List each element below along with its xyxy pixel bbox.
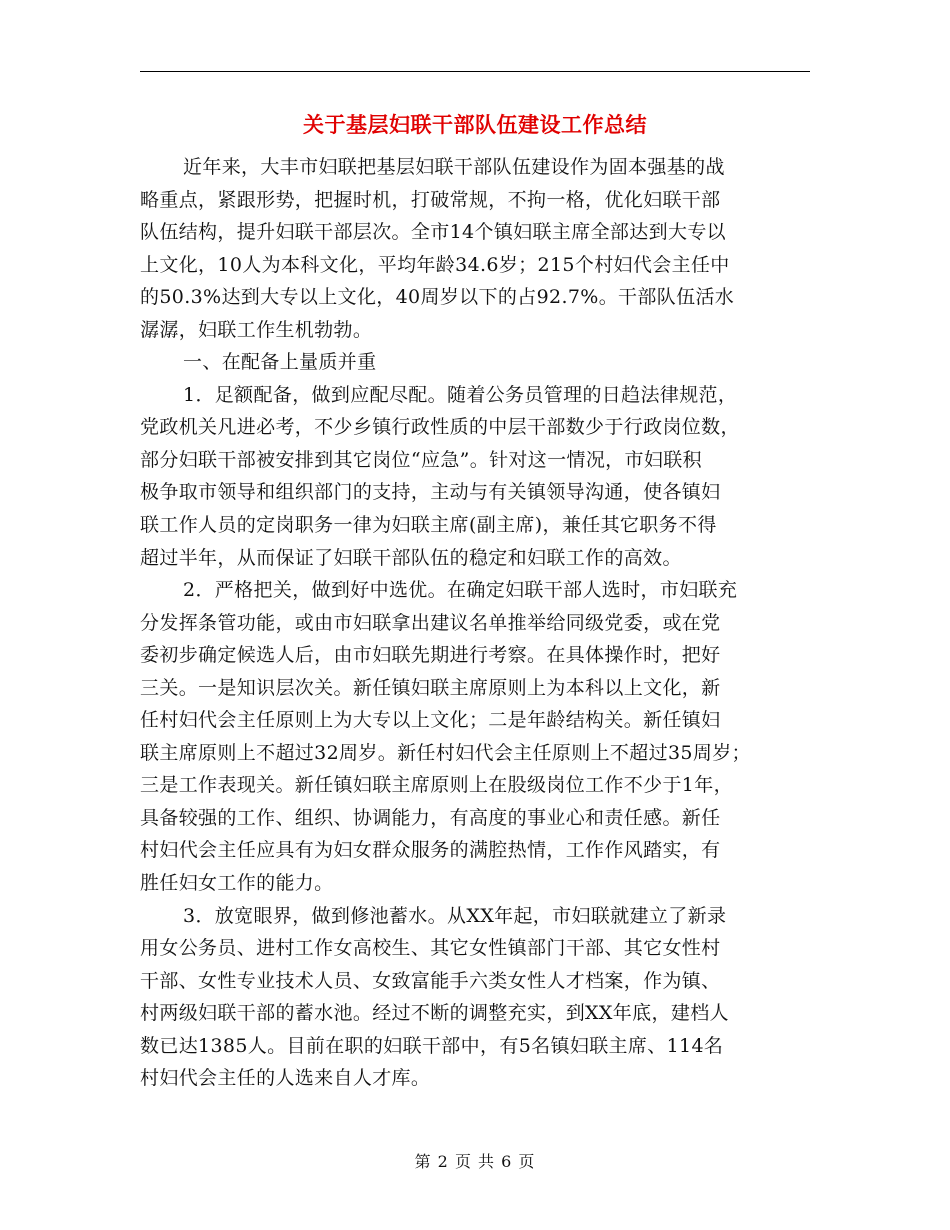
body-line: 联工作人员的定岗职务一律为妇联主席(副主席)，兼任其它职务不得 [140, 514, 717, 537]
body-line: 用女公务员、进村工作女高校生、其它女性镇部门干部、其它女性村 [140, 937, 721, 960]
body-line: 党政机关凡进必考，不少乡镇行政性质的中层干部数少于行政岗位数， [140, 416, 740, 439]
body-line: 任村妇代会主任原则上为大专以上文化；二是年龄结构关。新任镇妇 [140, 709, 721, 732]
body-line: 3．放宽眼界，做到修池蓄水。从XX年起，市妇联就建立了新录 [183, 904, 727, 927]
body-line: 上文化，10人为本科文化，平均年龄34.6岁；215个村妇代会主任中 [140, 253, 730, 276]
body-line: 胜任妇女工作的能力。 [140, 872, 334, 895]
body-line: 2．严格把关，做到好中选优。在确定妇联干部人选时，市妇联充 [183, 579, 738, 602]
body-line: 具备较强的工作、组织、协调能力，有高度的事业心和责任感。新任 [140, 806, 721, 829]
body-line: 近年来，大丰市妇联把基层妇联干部队伍建设作为固本强基的战 [183, 156, 725, 178]
body-line: 干部、女性专业技术人员、女致富能手六类女性人才档案，作为镇、 [140, 969, 721, 992]
page-number: 第 2 页 共 6 页 [414, 1152, 536, 1171]
header-rule [140, 71, 810, 72]
body-line: 村妇代会主任应具有为妇女群众服务的满腔热情，工作作风踏实，有 [140, 839, 721, 862]
document-body [140, 151, 810, 1095]
body-line: 队伍结构，提升妇联干部层次。全市14个镇妇联主席全部达到大专以 [140, 221, 727, 244]
body-line: 1．足额配备，做到应配尽配。随着公务员管理的日趋法律规范， [183, 383, 738, 406]
body-line: 极争取市领导和组织部门的支持，主动与有关镇领导沟通，使各镇妇 [140, 481, 721, 504]
body-line: 数已达1385人。目前在职的妇联干部中，有5名镇妇联主席、114名 [140, 1034, 724, 1057]
section-heading: 一、在配备上量质并重 [183, 351, 377, 374]
body-line: 超过半年，从而保证了妇联干部队伍的稳定和妇联工作的高效。 [140, 546, 682, 569]
body-line: 略重点，紧跟形势，把握时机，打破常规，不拘一格，优化妇联干部 [140, 188, 721, 211]
body-line: 委初步确定候选人后，由市妇联先期进行考察。在具体操作时，把好 [140, 644, 721, 667]
body-line: 分发挥条管功能，或由市妇联拿出建议名单推举给同级党委，或在党 [140, 611, 721, 634]
body-line: 村妇代会主任的人选来自人才库。 [140, 1067, 431, 1090]
body-line: 三关。一是知识层次关。新任镇妇联主席原则上为本科以上文化，新 [140, 676, 721, 699]
body-line: 部分妇联干部被安排到其它岗位“应急”。针对这一情况，市妇联积 [140, 448, 702, 471]
body-line: 村两级妇联干部的蓄水池。经过不断的调整充实，到XX年底，建档人 [140, 1002, 729, 1025]
body-line: 潺潺，妇联工作生机勃勃。 [140, 318, 373, 341]
document-title: 关于基层妇联干部队伍建设工作总结 [303, 112, 647, 137]
body-line: 的50.3%达到大专以上文化，40周岁以下的占92.7%。干部队伍活水 [140, 286, 735, 309]
body-line: 联主席原则上不超过32周岁。新任村妇代会主任原则上不超过35周岁； [140, 741, 751, 764]
body-line: 三是工作表现关。新任镇妇联主席原则上在股级岗位工作不少于1年， [140, 774, 733, 797]
